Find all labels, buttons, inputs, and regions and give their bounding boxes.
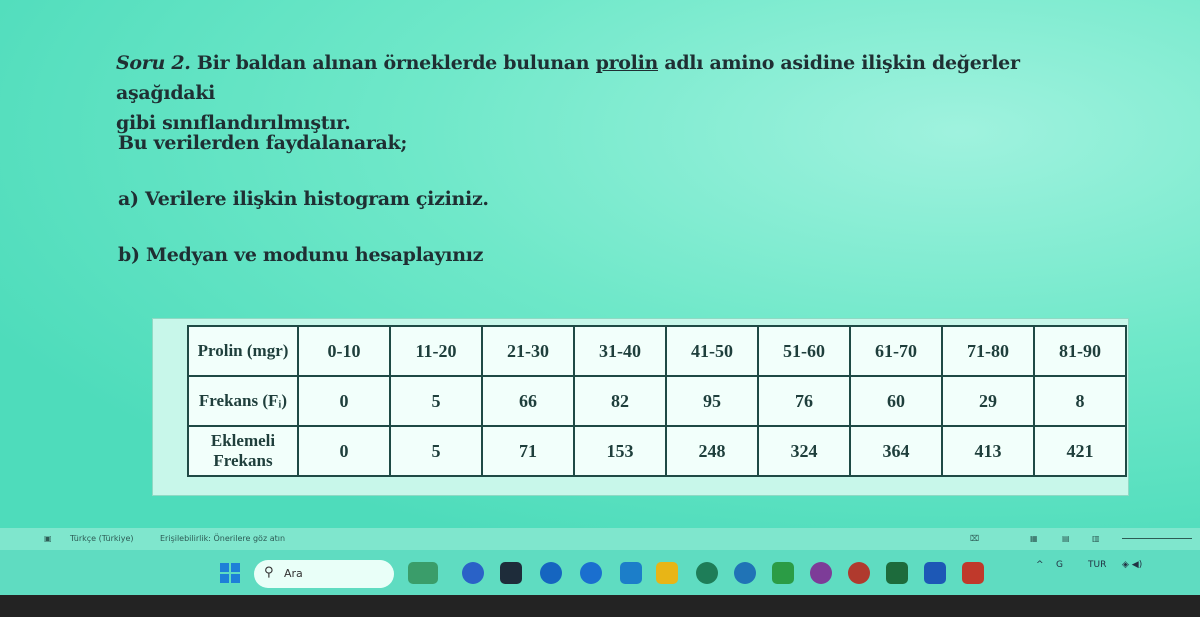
chrome-icon[interactable]	[848, 562, 870, 584]
search-placeholder: Ara	[284, 567, 303, 580]
row-header-cumulative: Eklemeli Frekans	[188, 426, 298, 476]
question-line1-underlined: prolin	[595, 52, 658, 74]
tray-app-icon[interactable]: G	[1056, 560, 1063, 570]
table-frame	[152, 318, 1129, 496]
cumulative-cell: 5	[390, 426, 482, 476]
frequency-cell: 5	[390, 376, 482, 426]
class-cell: 11-20	[390, 326, 482, 376]
edge-icon[interactable]	[540, 562, 562, 584]
cumulative-cell: 0	[298, 426, 390, 476]
frequency-cell: 82	[574, 376, 666, 426]
frequency-cell: 29	[942, 376, 1034, 426]
monitor-bezel	[0, 595, 1200, 617]
class-cell: 81-90	[1034, 326, 1126, 376]
question-line1-b: adlı amino asidine ilişkin değerler aşağıdaki	[116, 52, 1020, 104]
focus-mode-icon[interactable]: ⌧	[970, 534, 980, 543]
media-icon[interactable]	[810, 562, 832, 584]
class-cell: 61-70	[850, 326, 942, 376]
file-explorer-icon[interactable]	[656, 562, 678, 584]
question-line2: gibi sınıflandırılmıştır.	[116, 112, 351, 134]
class-cell: 71-80	[942, 326, 1034, 376]
cumulative-cell: 248	[666, 426, 758, 476]
question-text	[116, 48, 1116, 138]
row-header-frequency: Frekans (Fᵢ)	[188, 376, 298, 426]
store-icon[interactable]	[620, 562, 642, 584]
frequency-cell: 0	[298, 376, 390, 426]
taskbar-search[interactable]	[254, 560, 394, 588]
class-cell: 0-10	[298, 326, 390, 376]
start-button[interactable]	[220, 563, 240, 583]
class-cell: 51-60	[758, 326, 850, 376]
task-view-icon[interactable]	[500, 562, 522, 584]
print-layout-icon[interactable]: ▤	[1062, 534, 1070, 543]
row-header-prolin: Prolin (mgr)	[188, 326, 298, 376]
frequency-cell: 95	[666, 376, 758, 426]
table-row-frequency	[188, 376, 1126, 426]
widgets-icon[interactable]	[408, 562, 438, 584]
cortana-icon[interactable]	[734, 562, 756, 584]
tray-chevron-icon[interactable]: ^	[1036, 560, 1044, 570]
app-icon[interactable]	[696, 562, 718, 584]
class-cell: 41-50	[666, 326, 758, 376]
frequency-cell: 8	[1034, 376, 1126, 426]
input-language[interactable]: TUR	[1088, 560, 1107, 570]
phone-link-icon[interactable]	[772, 562, 794, 584]
search-icon: ⚲	[264, 565, 274, 580]
language-indicator[interactable]: Türkçe (Türkiye)	[70, 534, 134, 543]
class-cell: 21-30	[482, 326, 574, 376]
cumulative-cell: 324	[758, 426, 850, 476]
acrobat-icon[interactable]	[962, 562, 984, 584]
frequency-table	[187, 325, 1127, 477]
class-cell: 31-40	[574, 326, 666, 376]
frequency-cell: 60	[850, 376, 942, 426]
frequency-cell: 66	[482, 376, 574, 426]
word-status-bar	[0, 528, 1200, 550]
question-line1-a: Bir baldan alınan örneklerde bulunan	[190, 52, 596, 74]
chat-icon[interactable]	[462, 562, 484, 584]
word-icon[interactable]	[924, 562, 946, 584]
instruction-part-a: a) Verilere ilişkin histogram çiziniz.	[118, 188, 489, 210]
cumulative-cell: 413	[942, 426, 1034, 476]
cumulative-cell: 153	[574, 426, 666, 476]
spellcheck-icon[interactable]: ▣	[44, 534, 52, 543]
cumulative-cell: 71	[482, 426, 574, 476]
network-sound-icon[interactable]: ◈ ◀)	[1122, 560, 1143, 570]
web-layout-icon[interactable]: ▥	[1092, 534, 1100, 543]
read-mode-icon[interactable]: ▦	[1030, 534, 1038, 543]
cumulative-cell: 421	[1034, 426, 1126, 476]
cumulative-cell: 364	[850, 426, 942, 476]
accessibility-indicator[interactable]: Erişilebilirlik: Önerilere göz atın	[160, 534, 286, 543]
question-label: Soru 2.	[116, 52, 191, 74]
browser-icon[interactable]	[580, 562, 602, 584]
instruction-intro: Bu verilerden faydalanarak;	[118, 132, 408, 154]
frequency-cell: 76	[758, 376, 850, 426]
instruction-part-b: b) Medyan ve modunu hesaplayınız	[118, 244, 484, 266]
table-row-cumulative	[188, 426, 1126, 476]
table-row-classes	[188, 326, 1126, 376]
zoom-slider[interactable]	[1122, 538, 1192, 539]
excel-icon[interactable]	[886, 562, 908, 584]
